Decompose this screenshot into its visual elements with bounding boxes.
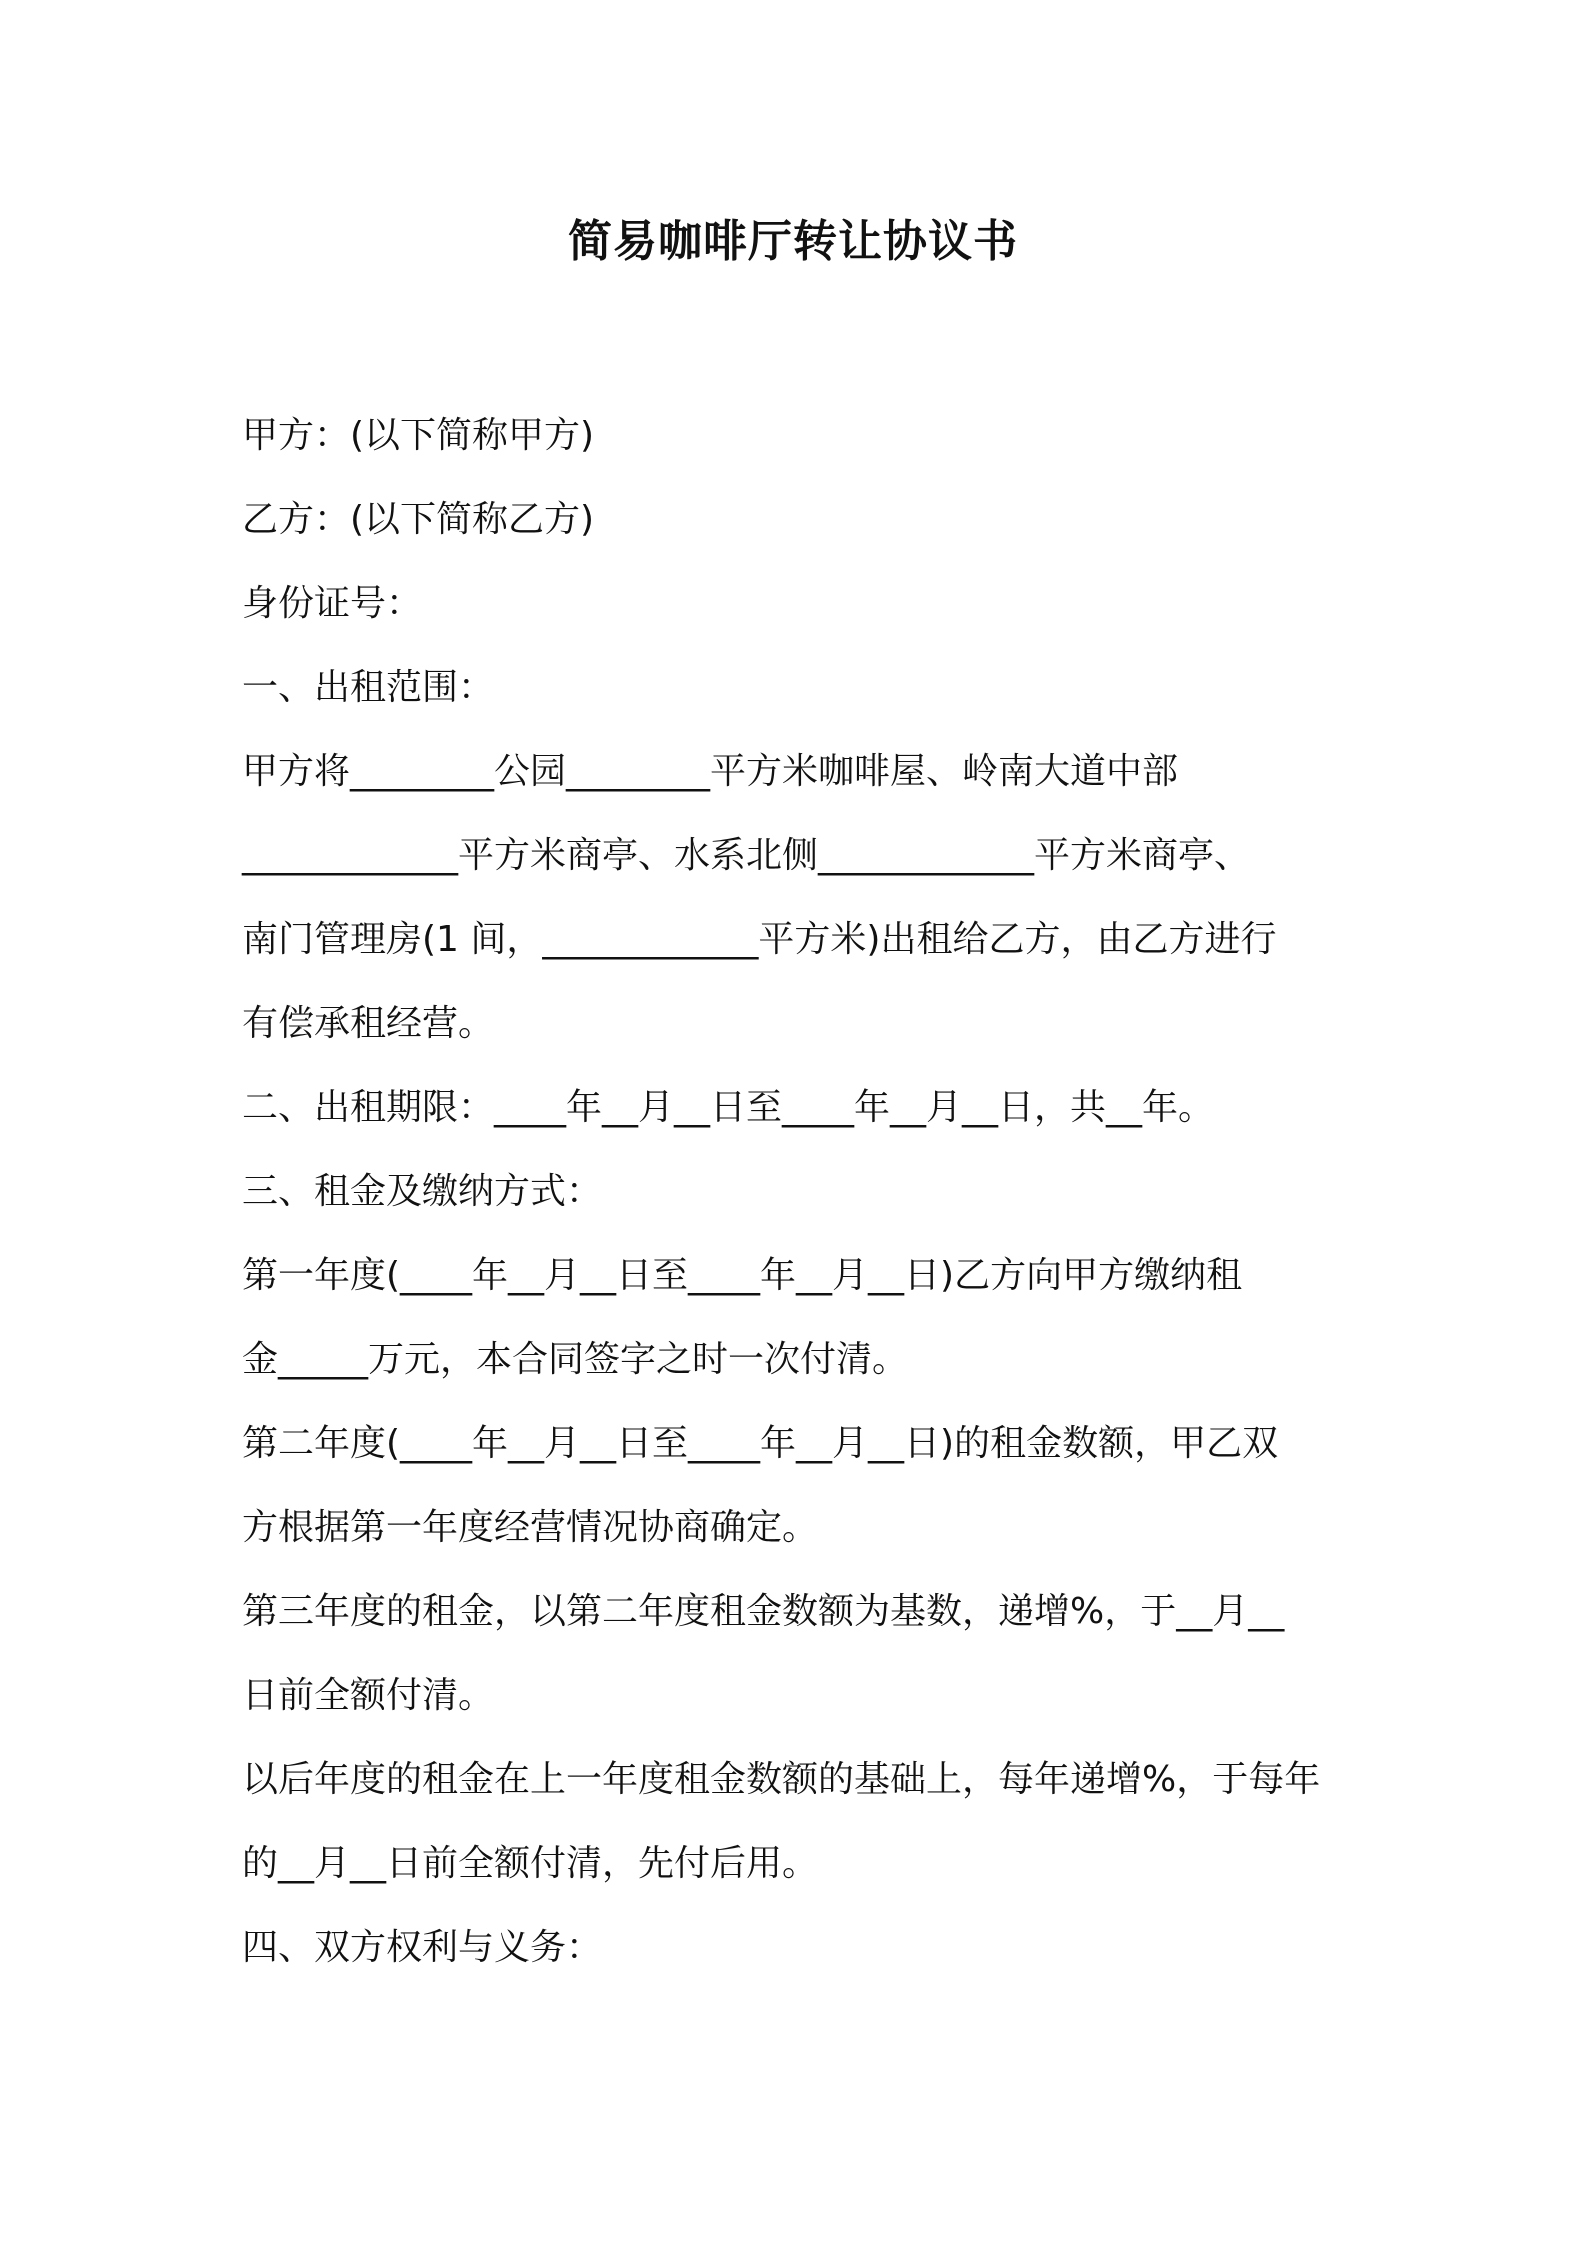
section-1-text-line-2: ____________平方米商亭、水系北侧____________平方米商亭、 <box>242 835 1251 876</box>
year-3-text-line-2: 日前全额付清。 <box>242 1675 495 1716</box>
year-1-text-line-1: 第一年度(____年__月__日至____年__月__日)乙方向甲方缴纳租 <box>242 1255 1243 1296</box>
section-4-heading: 四、双方权利与义务： <box>242 1927 603 1968</box>
party-a-line: 甲方：(以下简称甲方) <box>242 415 595 456</box>
year-1-text-line-2: 金_____万元，本合同签字之时一次付清。 <box>242 1339 909 1380</box>
id-number-line: 身份证号： <box>242 583 423 624</box>
section-1-text-line-1: 甲方将________公园________平方米咖啡屋、岭南大道中部 <box>242 751 1179 792</box>
section-2-heading: 二、出租期限：____年__月__日至____年__月__日，共__年。 <box>242 1087 1215 1128</box>
later-years-text-line-1: 以后年度的租金在上一年度租金数额的基础上，每年递增%，于每年 <box>242 1759 1321 1800</box>
party-b-line: 乙方：(以下简称乙方) <box>242 499 595 540</box>
section-1-heading: 一、出租范围： <box>242 667 495 708</box>
section-1-text-line-4: 有偿承租经营。 <box>242 1003 495 1044</box>
year-2-text-line-1: 第二年度(____年__月__日至____年__月__日)的租金数额，甲乙双 <box>242 1423 1279 1464</box>
year-2-text-line-2: 方根据第一年度经营情况协商确定。 <box>242 1507 819 1548</box>
later-years-text-line-2: 的__月__日前全额付清，先付后用。 <box>242 1843 819 1884</box>
section-1-text-line-3: 南门管理房(1 间，____________平方米)出租给乙方，由乙方进行 <box>242 919 1277 960</box>
document-title: 简易咖啡厅转让协议书 <box>568 216 1018 267</box>
section-3-heading: 三、租金及缴纳方式： <box>242 1171 603 1212</box>
year-3-text-line-1: 第三年度的租金，以第二年度租金数额为基数，递增%，于__月__ <box>242 1591 1285 1632</box>
